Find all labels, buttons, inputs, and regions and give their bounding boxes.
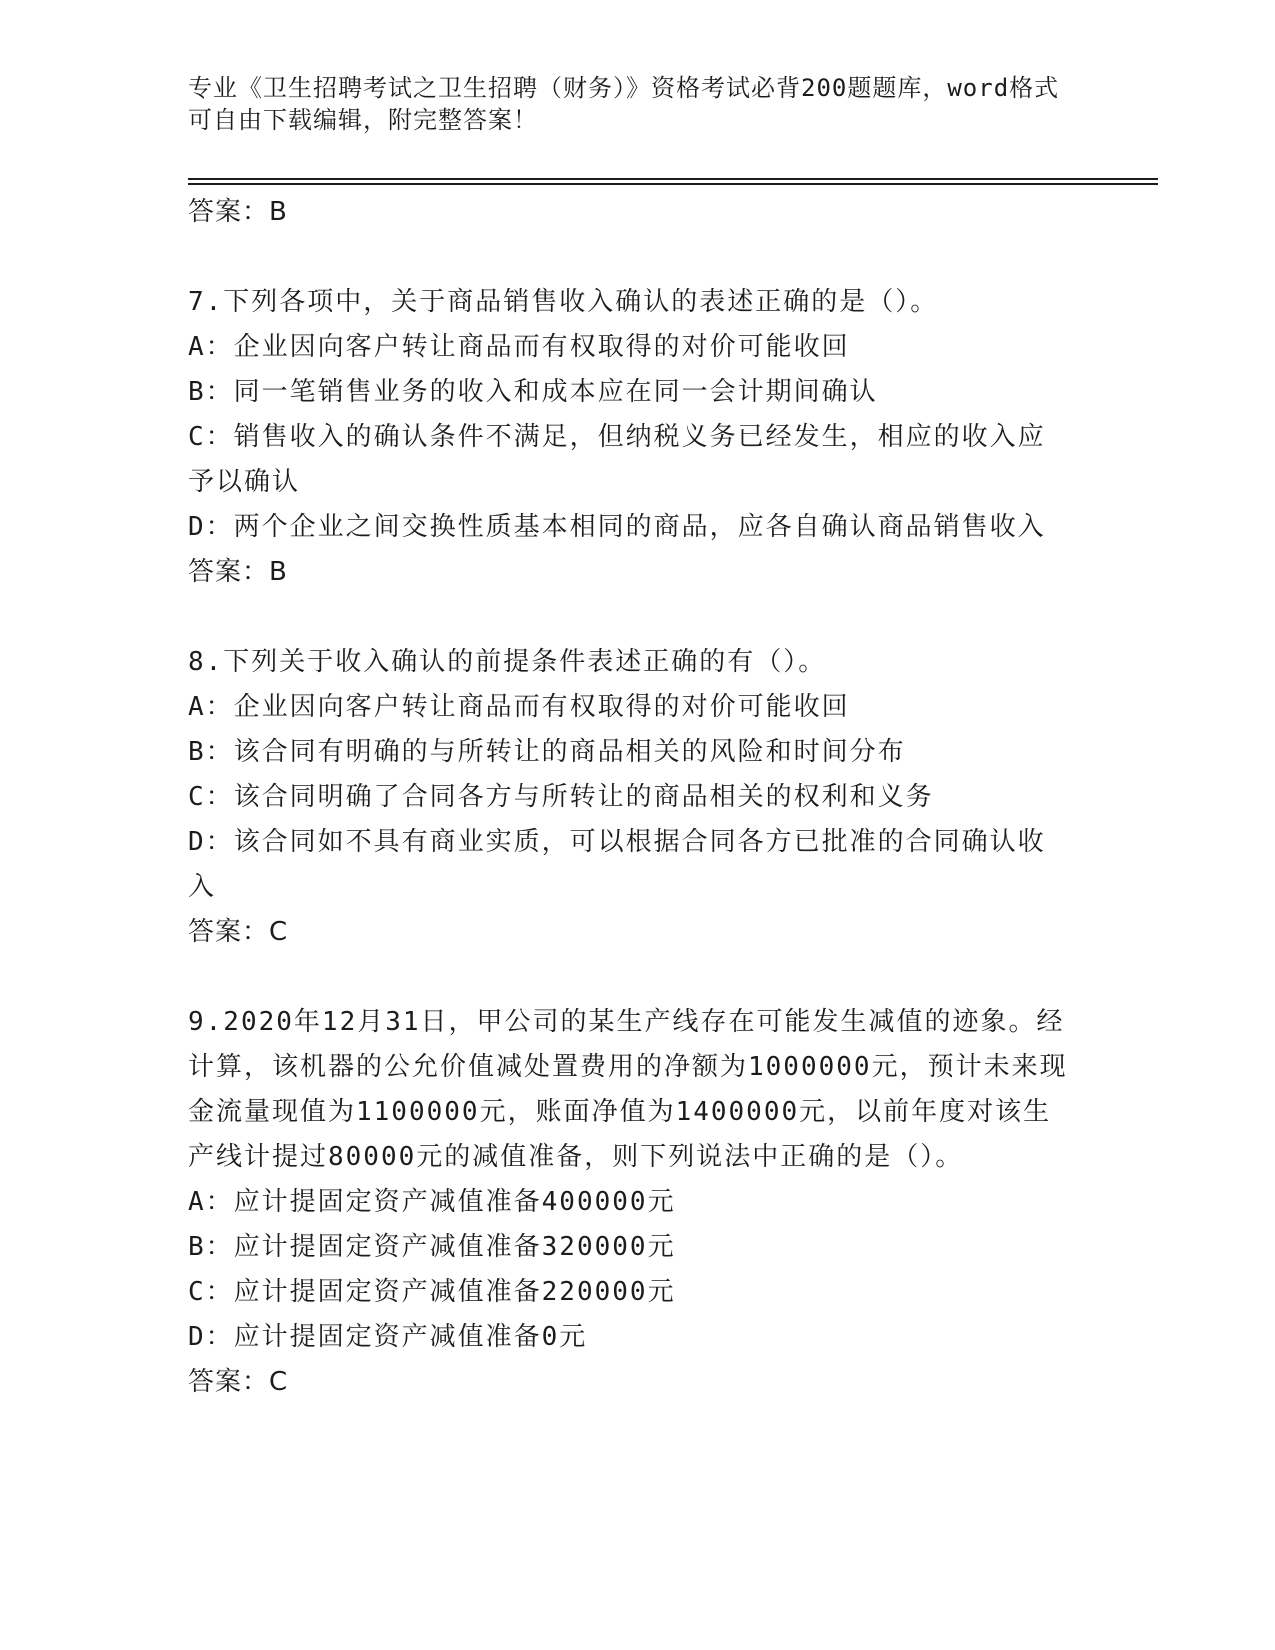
document-header (188, 72, 1088, 136)
option-b: B：该合同有明确的与所转让的商品相关的风险和时间分布 (188, 737, 906, 767)
document-body (188, 190, 1068, 1405)
option-d: D：应计提固定资产减值准备0元 (188, 1322, 588, 1352)
question-9 (188, 1000, 1068, 1405)
header-line-2: 可自由下载编辑，附完整答案！ (188, 106, 538, 134)
option-b: B：同一笔销售业务的收入和成本应在同一会计期间确认 (188, 377, 878, 407)
option-a: A：企业因向客户转让商品而有权取得的对价可能收回 (188, 692, 850, 722)
option-c: C：该合同明确了合同各方与所转让的商品相关的权利和义务 (188, 782, 934, 812)
header-divider-second (188, 183, 1158, 185)
option-c: C：销售收入的确认条件不满足，但纳税义务已经发生，相应的收入应予以确认 (188, 422, 1046, 497)
answer-label: 答案：C (188, 917, 289, 947)
option-d: D：该合同如不具有商业实质，可以根据合同各方已批准的合同确认收入 (188, 827, 1046, 902)
header-line-1: 专业《卫生招聘考试之卫生招聘（财务）》资格考试必背200题题库，word格式 (188, 74, 1060, 102)
question-8 (188, 640, 1068, 955)
option-b: B：应计提固定资产减值准备320000元 (188, 1232, 676, 1262)
question-7 (188, 280, 1068, 595)
answer-label: 答案：B (188, 557, 288, 587)
header-divider (188, 178, 1158, 180)
option-d: D：两个企业之间交换性质基本相同的商品，应各自确认商品销售收入 (188, 512, 1046, 542)
question-stem: 7.下列各项中，关于商品销售收入确认的表述正确的是（）。 (188, 287, 939, 317)
question-stem: 8.下列关于收入确认的前提条件表述正确的有（）。 (188, 647, 827, 677)
option-a: A：应计提固定资产减值准备400000元 (188, 1187, 676, 1217)
question-stem: 9.2020年12月31日，甲公司的某生产线存在可能发生减值的迹象。经计算，该机器的公允价值减处置费用的净额为1000000元，预计未来现金流量现值为1100000元，账面净值为1400000元，以前年度对该生产线计提过80000元的减值准备，则下列说法中正确的是（）。 (188, 1007, 1068, 1172)
option-a: A：企业因向客户转让商品而有权取得的对价可能收回 (188, 332, 850, 362)
answer-label: 答案：B (188, 197, 288, 227)
option-c: C：应计提固定资产减值准备220000元 (188, 1277, 676, 1307)
answer-label: 答案：C (188, 1367, 289, 1397)
